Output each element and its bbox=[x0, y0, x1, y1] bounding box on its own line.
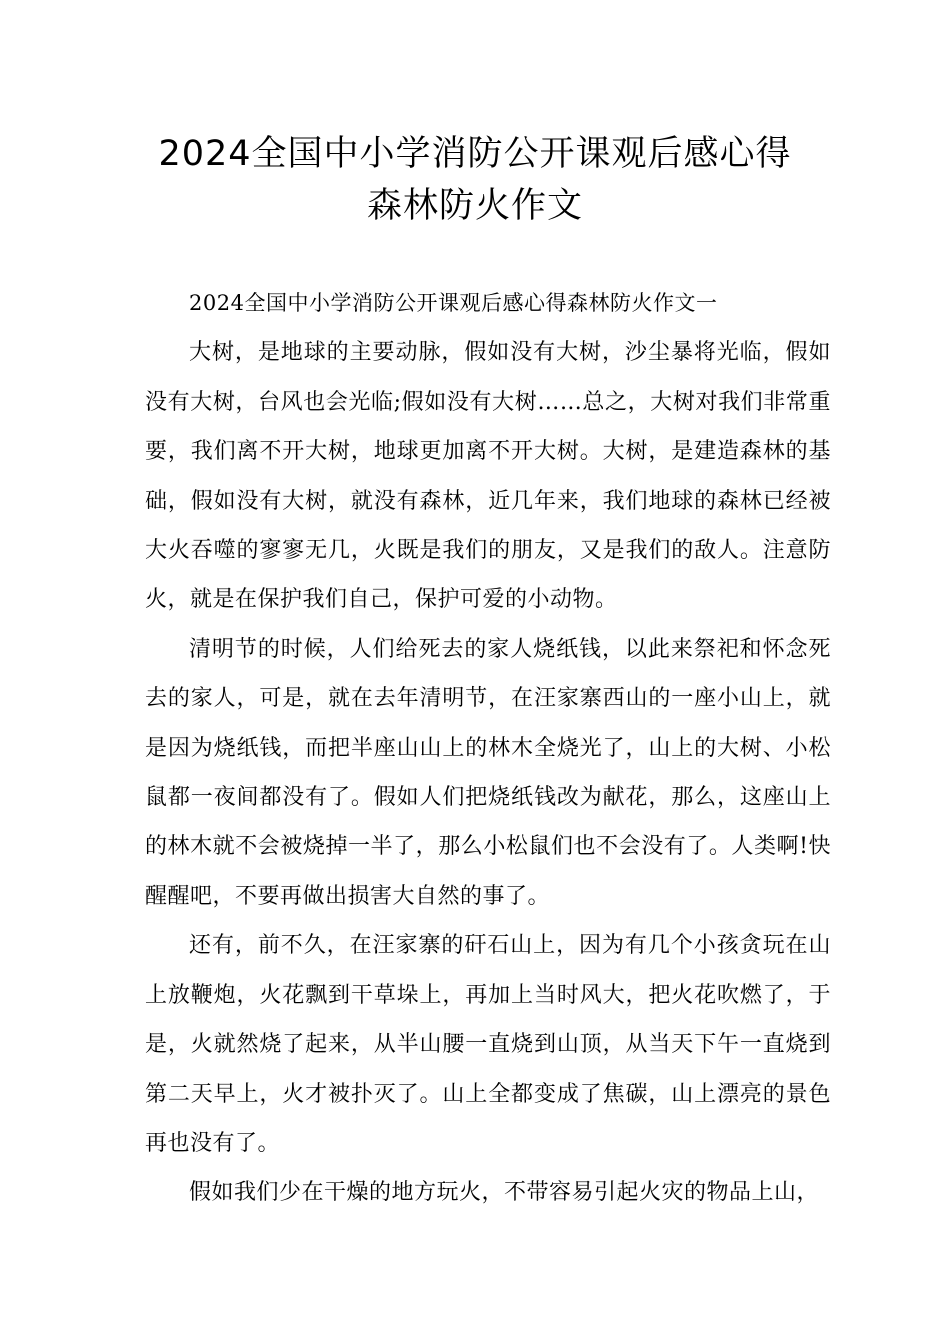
paragraph-4: 假如我们少在干燥的地方玩火，不带容易引起火灾的物品上山， bbox=[189, 1180, 820, 1206]
document-title bbox=[100, 128, 850, 232]
paragraph-1: 大树，是地球的主要动脉，假如没有大树，沙尘暴将光临，假如没有大树，台风也会光临;假如没有大树……总之，大树对我们非常重要，我们离不开大树，地球更加离不开大树。大树，是建造森林的基础，假如没有大树，就没有森林，近几年来，我们地球的森林已经被大火吞噬的寥寥无几，火既是我们的朋友，又是我们的敌人。注意防火，就是在保护我们自己，保护可爱的小动物。 bbox=[145, 340, 831, 613]
section-heading: 2024全国中小学消防公开课观后感心得森林防火作文一 bbox=[189, 291, 718, 315]
title-line-2: 森林防火作文 bbox=[366, 186, 583, 226]
paragraph-3: 还有，前不久，在汪家寨的矸石山上，因为有几个小孩贪玩在山上放鞭炮，火花飘到干草垛上，再加上当时风大，把火花吹燃了，于是，火就然烧了起来，从半山腰一直烧到山顶，从当天下午一直烧到第二天早上，火才被扑灭了。山上全都变成了焦碳，山上漂亮的景色再也没有了。 bbox=[145, 933, 831, 1156]
title-line-1: 2024全国中小学消防公开课观后感心得 bbox=[158, 134, 792, 174]
paragraph-2: 清明节的时候，人们给死去的家人烧纸钱，以此来祭祀和怀念死去的家人，可是，就在去年清明节，在汪家寨西山的一座小山上，就是因为烧纸钱，而把半座山山上的林木全烧光了，山上的大树、小松鼠都一夜间都没有了。假如人们把烧纸钱改为献花，那么，这座山上的林木就不会被烧掉一半了，那么小松鼠们也不会没有了。人类啊!快醒醒吧，不要再做出损害大自然的事了。 bbox=[145, 636, 831, 909]
document-body bbox=[145, 279, 831, 1218]
